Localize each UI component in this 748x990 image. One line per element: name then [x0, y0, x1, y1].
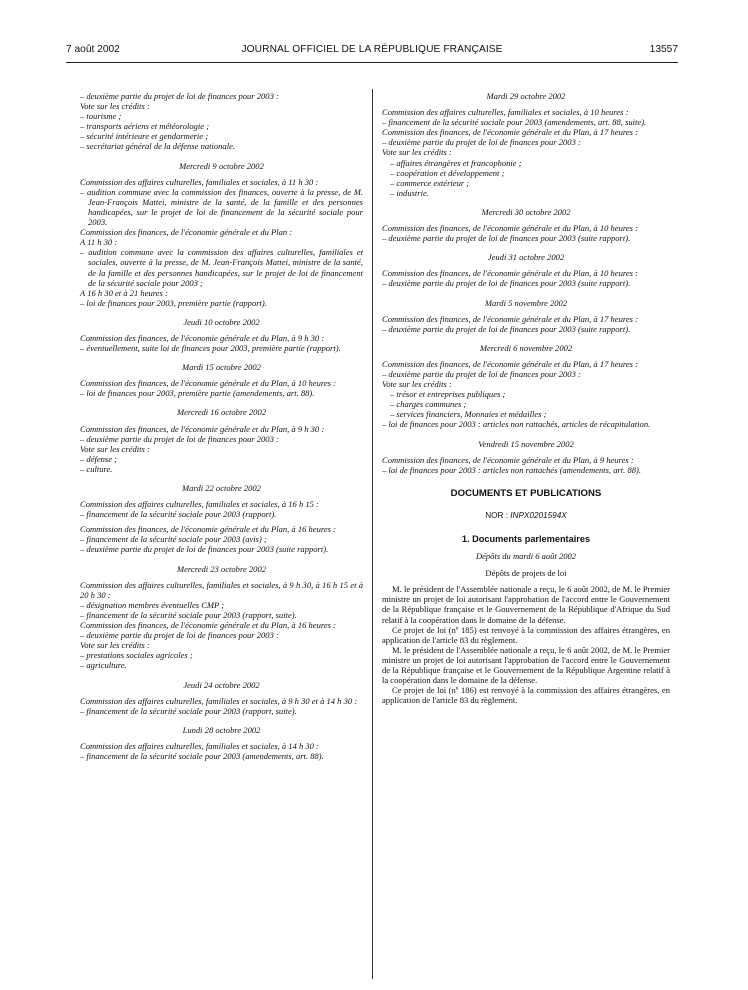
agenda-line: Commission des finances, de l'économie générale et du Plan, à 10 heures :: [382, 268, 638, 279]
agenda-line: – prestations sociales agricoles ;: [80, 650, 193, 661]
agenda-line: Vote sur les crédits :: [80, 101, 150, 112]
right-agenda: [382, 91, 670, 475]
left-column: [80, 91, 363, 761]
agenda-line: – affaires étrangères et francophonie ;: [390, 157, 522, 168]
right-column: [382, 91, 670, 705]
column-divider: [372, 89, 373, 979]
nor-label: NOR :: [485, 510, 508, 520]
agenda-line: – charges communes ;: [390, 399, 467, 410]
agenda-line: Commission des affaires culturelles, familiales et sociales, à 10 heures :: [382, 107, 629, 118]
agenda-line: Commission des affaires culturelles, familiales et sociales, à 16 h 15 :: [80, 499, 319, 510]
date-heading: Mercredi 30 octobre 2002: [481, 206, 571, 217]
documents-section: [382, 489, 670, 706]
agenda-line: Commission des finances, de l'économie générale et du Plan, à 9 h 30 :: [80, 332, 325, 343]
agenda-line: Commission des finances, de l'économie générale et du Plan, à 9 h 30 :: [80, 423, 325, 434]
agenda-line: Commission des affaires culturelles, familiales et sociales, à 9 h 30, à 16 h 15 et à 20 h 30 :: [80, 579, 363, 600]
agenda-line: – audition commune avec la commission des affaires culturelles, familiales et sociales, ouverte à la presse, de M. Jean-François Mattei, ministre de la santé, de la famille et des personnes handicapées, sur le projet de loi de financement de la sécurité sociale pour 2003 ;: [80, 247, 363, 288]
agenda-line: – transports aériens et météorologie ;: [80, 121, 210, 132]
agenda-line: Vote sur les crédits :: [382, 147, 452, 158]
date-heading: Lundi 28 octobre 2002: [182, 724, 261, 735]
agenda-line: Commission des affaires culturelles, familiales et sociales, à 11 h 30 :: [80, 176, 319, 187]
nor-line: [382, 511, 670, 521]
date-heading: Vendredi 15 novembre 2002: [478, 438, 574, 449]
agenda-line: – financement de la sécurité sociale pour 2003 (amendements, art. 88).: [80, 750, 324, 761]
agenda-line: – deuxième partie du projet de loi de finances pour 2003 :: [382, 368, 581, 379]
date-heading: Mardi 22 octobre 2002: [182, 483, 261, 493]
page-header: [66, 44, 678, 58]
agenda-line: – services financiers, Monnaies et médailles ;: [390, 409, 547, 420]
agenda-line: Commission des finances, de l'économie générale et du Plan, à 17 heures :: [382, 358, 638, 369]
agenda-line: Commission des finances, de l'économie générale et du Plan :: [80, 227, 293, 238]
date-heading: Mercredi 9 octobre 2002: [179, 160, 264, 171]
agenda-line: Commission des finances, de l'économie générale et du Plan, à 16 heures :: [80, 524, 336, 535]
agenda-line: – financement de la sécurité sociale pour 2003 (rapport, suite).: [80, 609, 297, 620]
date-heading: Mardi 29 octobre 2002: [486, 91, 566, 101]
subsection-title: 1. Documents parlementaires: [461, 534, 591, 544]
agenda-line: – deuxième partie du projet de loi de finances pour 2003 :: [382, 137, 581, 148]
date-heading: Mercredi 6 novembre 2002: [479, 342, 573, 353]
header-date: 7 août 2002: [66, 44, 120, 55]
agenda-line: Commission des finances, de l'économie générale et du Plan, à 17 heures :: [382, 127, 638, 138]
agenda-line: A 16 h 30 et à 21 heures :: [80, 287, 168, 298]
agenda-line: Commission des finances, de l'économie générale et du Plan, à 9 heures :: [382, 454, 634, 465]
agenda-line: – deuxième partie du projet de loi de finances pour 2003 (suite rapport).: [80, 544, 329, 555]
date-heading: Jeudi 10 octobre 2002: [183, 316, 260, 327]
agenda-line: – défense ;: [80, 453, 118, 464]
agenda-line: – financement de la sécurité sociale pour 2003 (avis) ;: [80, 534, 267, 545]
agenda-line: – audition commune avec la commission des finances, ouverte à la presse, de M. Jean-François Mattei, ministre de la santé, de la famille et des personnes handicapées, sur le projet de loi de financement de la sécurité sociale pour 2003.: [80, 186, 363, 228]
date-heading: Mercredi 16 octobre 2002: [176, 407, 266, 418]
date-heading: Mardi 15 octobre 2002: [182, 362, 261, 373]
agenda-line: – loi de finances pour 2003 : articles non rattachés (amendements, art. 88).: [382, 464, 641, 475]
date-heading: Jeudi 24 octobre 2002: [183, 679, 260, 690]
agenda-line: A 11 h 30 :: [80, 237, 118, 248]
agenda-line: – culture.: [80, 463, 113, 474]
agenda-line: Vote sur les crédits :: [382, 379, 452, 390]
agenda-line: Commission des affaires culturelles, familiales et sociales, à 9 h 30 et à 14 h 30 :: [80, 695, 358, 706]
agenda-line: – agriculture.: [80, 660, 127, 671]
agenda-line: – loi de finances pour 2003, première partie (rapport).: [80, 297, 267, 308]
agenda-line: – financement de la sécurité sociale pour 2003 (amendements, art. 88, suite).: [382, 117, 647, 128]
agenda-line: – deuxième partie du projet de loi de finances pour 2003 :: [80, 630, 279, 641]
paragraph: M. le président de l'Assemblée nationale a reçu, le 6 août 2002, de M. le Premier ministre un projet de loi autorisant l'approbation de l'accord entre le Gouvernement de la République française et le Gouvernement de la République d'Afrique du Sud relatif à la coopération dans le domaine de la défense.: [382, 584, 670, 625]
header-rule: [66, 62, 678, 63]
agenda-line: – désignation membres éventuelles CMP ;: [80, 599, 225, 610]
agenda-line: – sécurité intérieure et gendarmerie ;: [80, 131, 209, 142]
paragraph: M. le président de l'Assemblée nationale a reçu, le 6 août 2002, de M. le Premier ministre un projet de loi autorisant l'approbation de l'accord entre le Gouvernement de la République française et le Gouvernement de la République Argentine relatif à la coopération dans le domaine de la défense.: [382, 644, 670, 686]
agenda-line: Commission des affaires culturelles, familiales et sociales, à 14 h 30 :: [80, 740, 319, 751]
date-heading: Mardi 5 novembre 2002: [484, 297, 568, 308]
deposit-subheading: Dépôts de projets de loi: [485, 568, 567, 579]
agenda-line: – commerce extérieur ;: [390, 177, 470, 188]
agenda-line: – deuxième partie du projet de loi de finances pour 2003 (suite rapport).: [382, 233, 631, 244]
agenda-line: – loi de finances pour 2003, première partie (amendements, art. 88).: [80, 388, 315, 399]
agenda-line: Commission des finances, de l'économie générale et du Plan, à 17 heures :: [382, 313, 638, 324]
agenda-line: – loi de finances pour 2003 : articles non rattachés, articles de récapitulation.: [382, 419, 651, 430]
paragraph: Ce projet de loi (nº 185) est renvoyé à la commission des affaires étrangères, en application de l'article 83 du règlement.: [382, 624, 670, 645]
agenda-line: – deuxième partie du projet de loi de finances pour 2003 :: [80, 91, 279, 101]
agenda-line: – financement de la sécurité sociale pour 2003 (rapport).: [80, 509, 277, 520]
agenda-line: – secrétariat général de la défense nationale.: [80, 141, 235, 152]
agenda-line: Commission des finances, de l'économie générale et du Plan, à 10 heures :: [382, 223, 638, 234]
agenda-line: – industrie.: [390, 187, 429, 198]
agenda-line: – deuxième partie du projet de loi de finances pour 2003 :: [80, 433, 279, 444]
agenda-line: – tourisme ;: [80, 111, 122, 122]
nor-code: INPX0201594X: [510, 510, 567, 520]
agenda-line: – deuxième partie du projet de loi de finances pour 2003 (suite rapport).: [382, 323, 631, 334]
agenda-line: – coopération et développement ;: [390, 167, 505, 178]
journal-title: JOURNAL OFFICIEL DE LA RÉPUBLIQUE FRANÇAISE: [241, 44, 503, 55]
date-heading: Mercredi 23 octobre 2002: [176, 563, 266, 574]
agenda-line: – trésor et entreprises publiques ;: [390, 389, 506, 400]
agenda-line: – deuxième partie du projet de loi de finances pour 2003 (suite rapport).: [382, 278, 631, 289]
agenda-line: – financement de la sécurité sociale pour 2003 (rapport, suite).: [80, 705, 297, 716]
page-number: 13557: [649, 44, 678, 55]
agenda-line: Vote sur les crédits :: [80, 640, 150, 651]
section-title: DOCUMENTS ET PUBLICATIONS: [450, 487, 602, 499]
date-heading: Jeudi 31 octobre 2002: [487, 252, 565, 263]
deposit-date: Dépôts du mardi 6 août 2002: [475, 551, 577, 562]
agenda-line: Commission des finances, de l'économie générale et du Plan, à 16 heures :: [80, 620, 336, 631]
agenda-line: Vote sur les crédits :: [80, 443, 150, 454]
agenda-line: – éventuellement, suite loi de finances pour 2003, première partie (rapport).: [80, 343, 341, 354]
paragraph: Ce projet de loi (nº 186) est renvoyé à la commission des affaires étrangères, en application de l'article 83 du règlement.: [382, 685, 670, 706]
agenda-line: Commission des finances, de l'économie générale et du Plan, à 10 heures :: [80, 378, 336, 389]
